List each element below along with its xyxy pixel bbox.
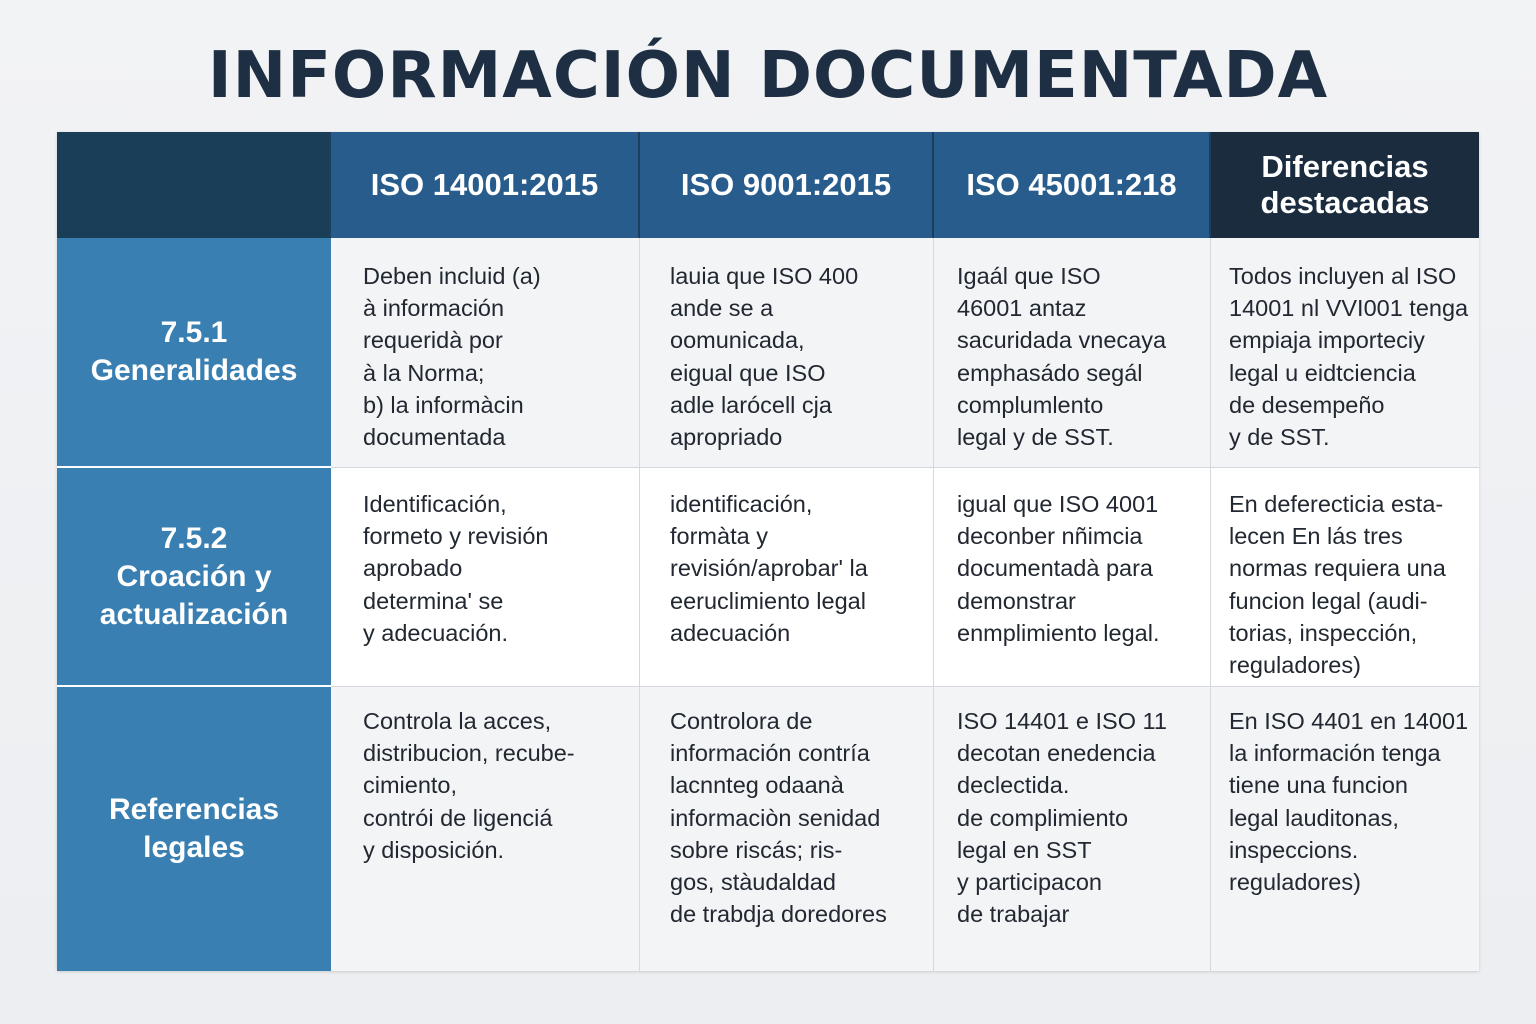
table-cell: En deferecticia esta- lecen En lás tres normas requiera una funcion legal (audi- torias, inspección, reguladores) (1211, 468, 1479, 687)
table-cell: Controla la acces, distribucion, recube- cimiento, contrói de ligenciá y disposición. (331, 687, 640, 971)
table-cell: identificación, formàta y revisión/aprobar' la eeruclimiento legal adecuación (640, 468, 934, 687)
table-cell: ISO 14401 e ISO 11 decotan enedencia declectida. de complimiento legal en SST y participacon de trabajar (934, 687, 1211, 971)
header-corner-cell (57, 132, 331, 238)
row-header-creacion: 7.5.2 Croación y actualización (57, 468, 331, 687)
row-header-generalidades: 7.5.1 Generalidades (57, 238, 331, 468)
table-cell: Deben incluid (a) à información requeridà por à la Norma; b) la informàcin documentada (331, 238, 640, 468)
column-header-iso-14001: ISO 14001:2015 (331, 132, 640, 238)
table-cell: Identificación, formeto y revisión aprobado determina' se y adecuación. (331, 468, 640, 687)
column-header-iso-9001: ISO 9001:2015 (640, 132, 934, 238)
table-cell: Todos incluyen al ISO 14001 nl VVI001 tenga empiaja importeciy legal u eidtciencia de desempeño y de SST. (1211, 238, 1479, 468)
table-cell: lauia que ISO 400 ande se a oomunicada, eigual que ISO adle larócell cja apropriado (640, 238, 934, 468)
table-cell: Igaál que ISO 46001 antaz sacuridada vnecaya emphasádo segál complumlento legal y de SST. (934, 238, 1211, 468)
table-cell: Controlora de información contría lacnnteg odaanà informaciòn senidad sobre riscás; ris- gos, stàudaldad de trabdja doredores (640, 687, 934, 971)
page-title: INFORMACIÓN DOCUMENTADA (207, 39, 1329, 113)
table-cell: En ISO 4401 en 14001 la información tenga tiene una funcion legal lauditonas, inspeccions. reguladores) (1211, 687, 1479, 971)
table-cell: igual que ISO 4001 deconber nñimcia documentadà para demonstrar enmplimiento legal. (934, 468, 1211, 687)
comparison-table (57, 132, 1479, 971)
row-header-referencias: Referencias legales (57, 687, 331, 971)
column-header-iso-45001: ISO 45001:218 (934, 132, 1211, 238)
column-header-diferencias: Diferencias destacadas (1211, 132, 1479, 238)
